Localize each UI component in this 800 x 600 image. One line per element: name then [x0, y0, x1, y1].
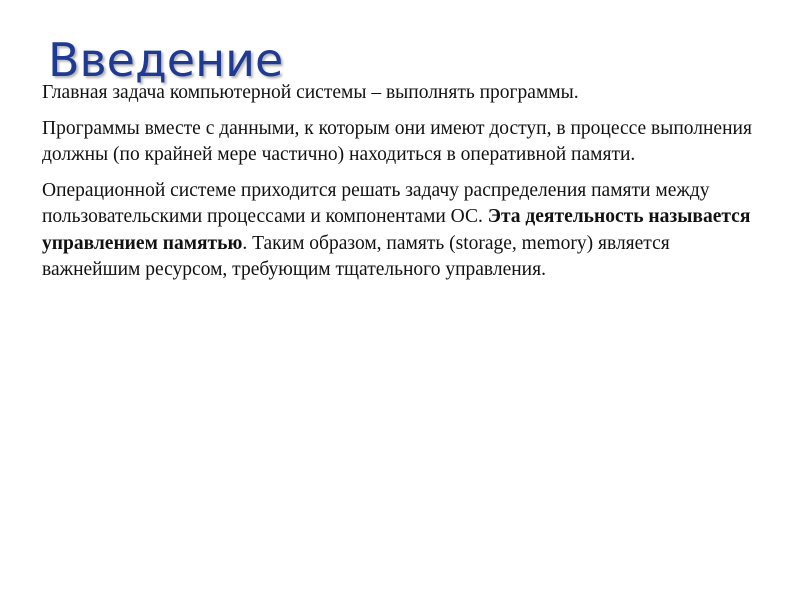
- paragraph-programs-memory: Программы вместе с данными, к которым они имеют доступ, в процессе выполнения должны (по крайней мере частично) находиться в оперативной памяти.: [42, 117, 752, 165]
- slide-body: [42, 80, 772, 293]
- paragraph-memory-management: [42, 178, 772, 284]
- paragraph-memory-management-conclusion: . Таким образом, память (storage, memory) является важнейшим ресурсом, требующим тщательного управления.: [42, 232, 670, 280]
- slide-title: Введение: [48, 33, 284, 87]
- paragraph-memory-management-intro: Операционной системе приходится решать задачу распределения памяти между пользовательскими процессами и компонентами ОС.: [42, 179, 710, 227]
- paragraph-main-task: Главная задача компьютерной системы – выполнять программы.: [42, 82, 579, 103]
- memory-management-definition: Эта деятельность называется управлением памятью: [42, 206, 751, 254]
